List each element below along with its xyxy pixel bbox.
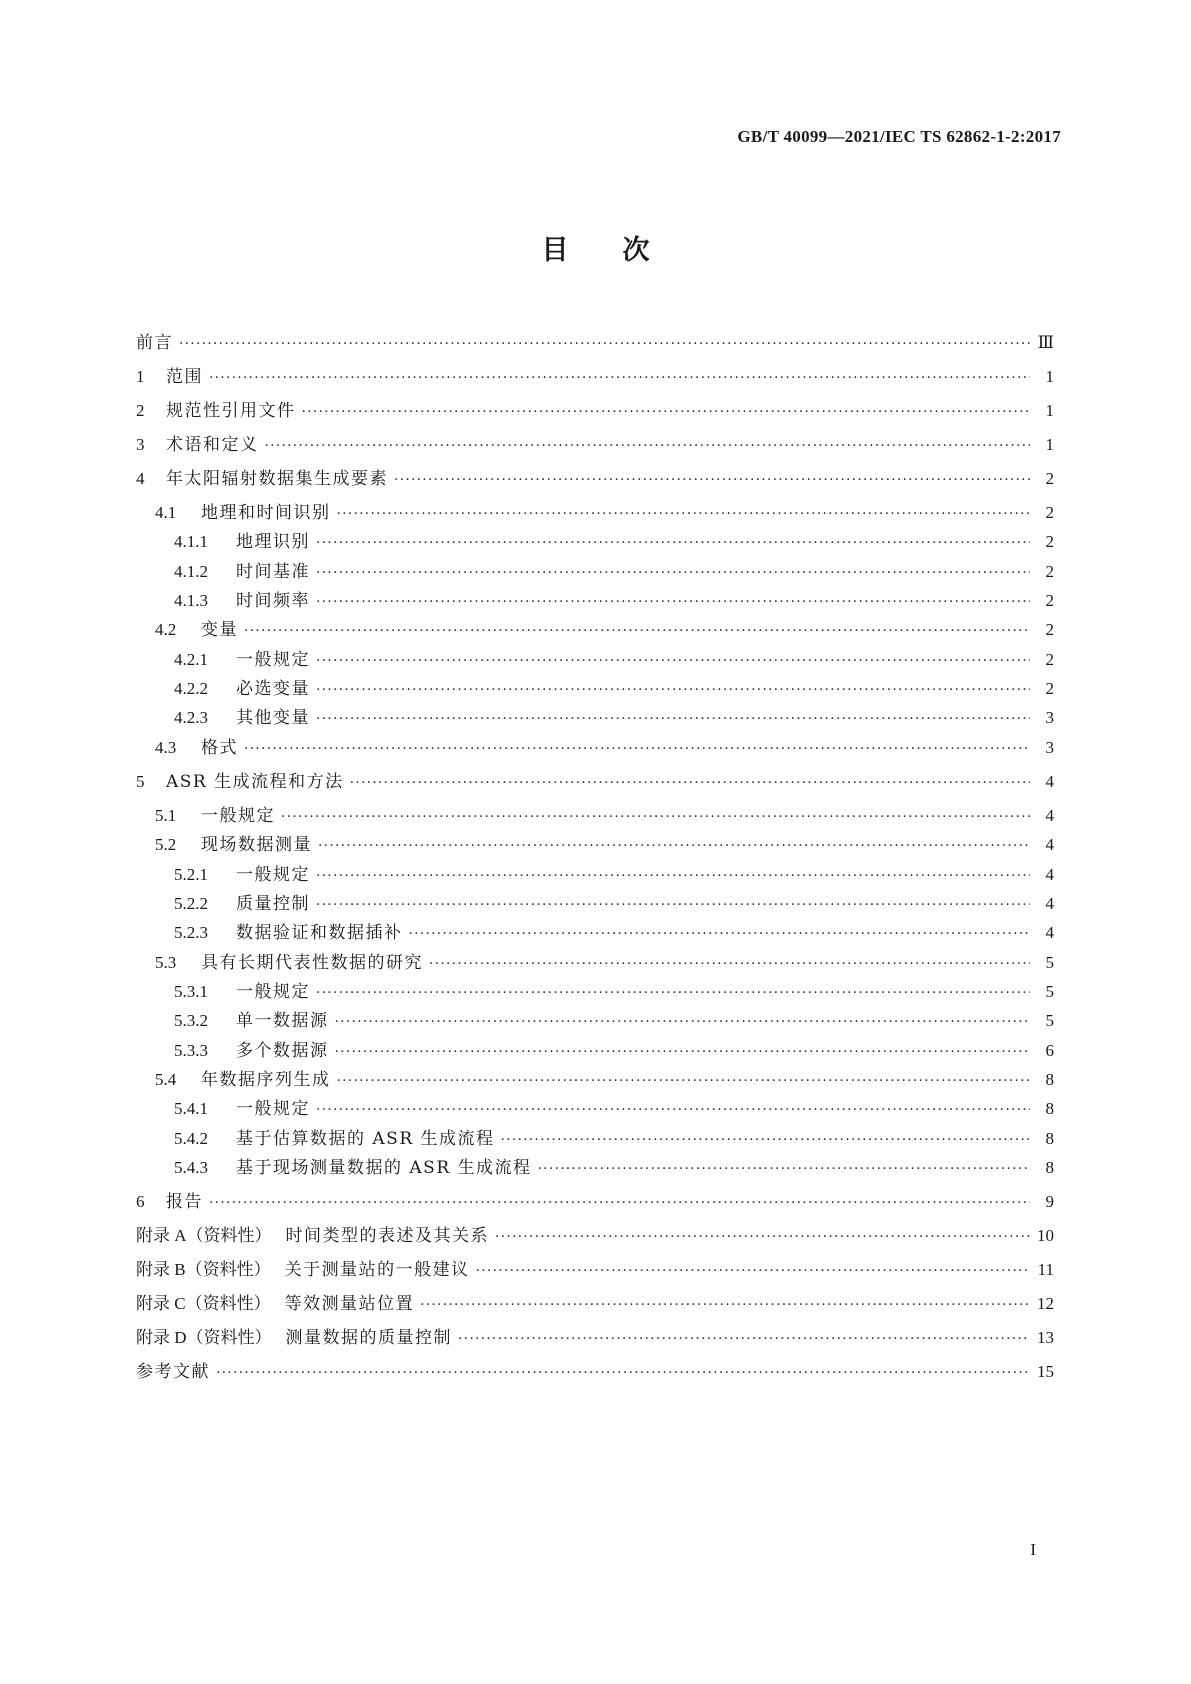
toc-dot-leader [476, 1258, 1030, 1284]
toc-entry-page: 13 [1037, 1328, 1054, 1347]
toc-entry-number: 5.4.2 [174, 1129, 208, 1148]
toc-entry-title: 年太阳辐射数据集生成要素 [166, 469, 388, 489]
toc-dot-leader [302, 399, 1031, 425]
toc-entry-page: 4 [1045, 923, 1054, 942]
toc-entry-number: 5.4 [155, 1070, 177, 1089]
toc-entry-page: 3 [1045, 738, 1054, 757]
toc-entry-page: 12 [1037, 1294, 1054, 1313]
toc-entry[interactable] [136, 705, 1054, 731]
toc-entry-page: 8 [1045, 1070, 1054, 1089]
toc-entry-number: 1 [136, 367, 145, 386]
toc-dot-leader [316, 589, 1030, 615]
toc-entry[interactable] [136, 920, 1054, 946]
toc-entry[interactable] [136, 364, 1054, 390]
toc-entry[interactable] [136, 1067, 1054, 1093]
toc-entry-number: 4.1 [155, 503, 177, 522]
toc-entry-page: 4 [1045, 772, 1054, 791]
toc-entry[interactable] [136, 891, 1054, 917]
toc-entry-number: 4.1.2 [174, 562, 208, 581]
toc-entry-number: 4.2.3 [174, 708, 208, 727]
toc-dot-leader [244, 618, 1030, 644]
toc-dot-leader [394, 467, 1030, 493]
toc-entry-page: 2 [1045, 620, 1054, 639]
toc-dot-leader [337, 1068, 1031, 1094]
toc-entry-page: 1 [1045, 401, 1054, 420]
toc-entry-number: 4.3 [155, 738, 177, 757]
toc-entry-number: 5.4.1 [174, 1099, 208, 1118]
toc-entry-number: 5.3 [155, 953, 177, 972]
toc-entry-title: 一般规定 [236, 982, 310, 1002]
toc-dot-leader [429, 951, 1030, 977]
toc-dot-leader [216, 1360, 1030, 1386]
toc-entry-number: 5.2.2 [174, 894, 208, 913]
toc-entry-title: 一般规定 [236, 650, 310, 670]
toc-entry[interactable] [136, 1038, 1054, 1064]
toc-entry-page: 5 [1045, 982, 1054, 1001]
toc-entry-title: 必选变量 [236, 679, 310, 699]
toc-entry-page: 2 [1045, 503, 1054, 522]
toc-entry-title: 测量数据的质量控制 [285, 1328, 453, 1348]
toc-dot-leader [420, 1292, 1030, 1318]
toc-entry-title: 格式 [201, 738, 238, 758]
toc-dot-leader [335, 1009, 1031, 1035]
toc-entry-title: 年数据序列生成 [201, 1070, 331, 1090]
toc-dot-leader [316, 706, 1030, 732]
toc-entry-title: 基于估算数据的 ASR 生成流程 [236, 1129, 495, 1149]
toc-dot-leader [209, 365, 1030, 391]
toc-entry[interactable] [136, 617, 1054, 643]
toc-entry-page: 2 [1045, 562, 1054, 581]
toc-entry-title: 规范性引用文件 [166, 401, 296, 421]
toc-entry-number: 4.2 [155, 620, 177, 639]
page-title: 目次 [541, 235, 704, 266]
toc-entry-title: 一般规定 [201, 806, 275, 826]
toc-entry-page: 4 [1045, 806, 1054, 825]
toc-dot-leader [209, 1190, 1030, 1216]
toc-entry-title: 地理和时间识别 [201, 503, 331, 523]
toc-entry-number: 4.2.2 [174, 679, 208, 698]
toc-entry-number: 附录 A（资料性） [136, 1226, 272, 1245]
toc-entry-number: 4.1.3 [174, 591, 208, 610]
toc-entry-number: 附录 D（资料性） [136, 1328, 272, 1347]
toc-entry-page: 2 [1045, 591, 1054, 610]
toc-entry[interactable] [136, 1223, 1054, 1249]
toc-entry-page: 5 [1045, 953, 1054, 972]
toc-dot-leader [337, 501, 1031, 527]
toc-entry[interactable] [136, 647, 1054, 673]
toc-entry[interactable] [136, 588, 1054, 614]
toc-entry-title: 等效测量站位置 [284, 1294, 415, 1314]
toc-entry[interactable] [136, 466, 1054, 492]
toc-entry-title: 多个数据源 [236, 1041, 329, 1061]
toc-entry-title: 范围 [166, 367, 203, 387]
toc-dot-leader [316, 980, 1030, 1006]
toc-dot-leader [495, 1224, 1030, 1250]
toc-entry-page: 5 [1045, 1011, 1054, 1030]
toc-entry[interactable] [136, 559, 1054, 585]
toc-entry-page: 9 [1045, 1192, 1054, 1211]
toc-entry-number: 4.1.1 [174, 532, 208, 551]
toc-entry-title: 前言 [136, 333, 173, 353]
toc-entry-number: 6 [136, 1192, 145, 1211]
toc-entry-page: 2 [1045, 650, 1054, 669]
toc-entry[interactable] [136, 1155, 1054, 1181]
toc-dot-leader [335, 1039, 1031, 1065]
toc-dot-leader [318, 833, 1030, 859]
toc-entry-number: 5.1 [155, 806, 177, 825]
toc-dot-leader [244, 736, 1030, 762]
toc-entry[interactable] [136, 1291, 1054, 1317]
toc-entry-title: 一般规定 [236, 1099, 310, 1119]
toc-entry-page: 4 [1045, 894, 1054, 913]
toc-entry-page: 2 [1045, 532, 1054, 551]
toc-entry-title: 参考文献 [136, 1362, 210, 1382]
toc-entry-page: 2 [1045, 679, 1054, 698]
toc-entry[interactable] [136, 832, 1054, 858]
toc-entry-page: 4 [1045, 835, 1054, 854]
toc-entry[interactable] [136, 1096, 1054, 1122]
toc-entry-number: 5.2 [155, 835, 177, 854]
toc-entry-number: 附录 B（资料性） [136, 1260, 271, 1279]
toc-entry-number: 5.3.1 [174, 982, 208, 1001]
toc-entry-title: 报告 [166, 1192, 203, 1212]
toc-entry-number: 5 [136, 772, 145, 791]
toc-entry-page: Ⅲ [1037, 333, 1054, 352]
toc-dot-leader [316, 648, 1030, 674]
toc-entry[interactable] [136, 1359, 1054, 1385]
toc-entry-page: 2 [1045, 469, 1054, 488]
toc-entry[interactable] [136, 432, 1054, 458]
toc-entry-page: 15 [1037, 1362, 1054, 1381]
toc-dot-leader [350, 770, 1030, 796]
toc-dot-leader [316, 560, 1030, 586]
toc-entry-title: 地理识别 [236, 532, 310, 552]
toc-entry-page: 1 [1045, 367, 1054, 386]
toc-entry-page: 6 [1045, 1041, 1054, 1060]
toc-entry[interactable] [136, 1257, 1054, 1283]
toc-entry[interactable] [136, 950, 1054, 976]
toc-dot-leader [316, 677, 1030, 703]
toc-entry[interactable] [136, 676, 1054, 702]
toc-entry[interactable] [136, 979, 1054, 1005]
toc-dot-leader [316, 863, 1030, 889]
toc-entry-title: 具有长期代表性数据的研究 [201, 953, 423, 973]
toc-dot-leader [179, 331, 1030, 357]
toc-entry[interactable] [136, 500, 1054, 526]
toc-entry-number: 2 [136, 401, 145, 420]
toc-entry-title: 时间频率 [236, 591, 310, 611]
toc-dot-leader [458, 1326, 1030, 1352]
toc-dot-leader [316, 1097, 1030, 1123]
toc-entry[interactable] [136, 1325, 1054, 1351]
toc-entry-title: 其他变量 [236, 708, 310, 728]
toc-entry-page: 10 [1037, 1226, 1054, 1245]
toc-entry[interactable] [136, 735, 1054, 761]
page-number: I [1030, 1540, 1036, 1559]
toc-entry-number: 4.2.1 [174, 650, 208, 669]
toc-dot-leader [316, 892, 1030, 918]
toc-entry-title: 术语和定义 [166, 435, 259, 455]
toc-entry-number: 5.3.3 [174, 1041, 208, 1060]
toc-entry[interactable] [136, 1008, 1054, 1034]
toc-entry[interactable] [136, 1126, 1054, 1152]
toc-entry-title: 一般规定 [236, 865, 310, 885]
toc-entry-title: 关于测量站的一般建议 [284, 1260, 470, 1280]
toc-entry-number: 5.3.2 [174, 1011, 208, 1030]
toc-entry-page: 11 [1037, 1260, 1054, 1279]
toc-entry[interactable] [136, 803, 1054, 829]
toc-entry-title: 时间基准 [236, 562, 310, 582]
toc-entry[interactable] [136, 398, 1054, 424]
toc-entry[interactable] [136, 862, 1054, 888]
toc-entry-page: 3 [1045, 708, 1054, 727]
standard-header: GB/T 40099—2021/IEC TS 62862-1-2:2017 [737, 127, 1061, 146]
toc-dot-leader [538, 1156, 1030, 1182]
toc-entry-title: 现场数据测量 [201, 835, 312, 855]
toc-entry[interactable] [136, 529, 1054, 555]
toc-dot-leader [281, 804, 1030, 830]
toc-entry-title: 质量控制 [236, 894, 310, 914]
toc-entry-title: 基于现场测量数据的 ASR 生成流程 [236, 1158, 532, 1178]
toc-dot-leader [501, 1127, 1030, 1153]
toc-entry-number: 5.2.3 [174, 923, 208, 942]
toc-entry-title: ASR 生成流程和方法 [166, 772, 344, 792]
toc-entry-page: 8 [1045, 1129, 1054, 1148]
toc-entry-page: 1 [1045, 435, 1054, 454]
toc-entry-title: 数据验证和数据插补 [236, 923, 403, 943]
toc-entry-title: 单一数据源 [236, 1011, 329, 1031]
toc-entry-title: 变量 [201, 620, 238, 640]
toc-dot-leader [316, 530, 1030, 556]
toc-entry-number: 5.4.3 [174, 1158, 208, 1177]
toc-entry-number: 5.2.1 [174, 865, 208, 884]
toc-dot-leader [409, 921, 1031, 947]
toc-entry-page: 8 [1045, 1158, 1054, 1177]
toc-entry-number: 附录 C（资料性） [136, 1294, 271, 1313]
toc-entry-page: 8 [1045, 1099, 1054, 1118]
toc-entry-number: 4 [136, 469, 145, 488]
toc-entry-number: 3 [136, 435, 145, 454]
toc-entry[interactable] [136, 330, 1054, 356]
toc-dot-leader [265, 433, 1031, 459]
toc-entry[interactable] [136, 769, 1054, 795]
toc-entry[interactable] [136, 1189, 1054, 1215]
toc-entry-title: 时间类型的表述及其关系 [285, 1226, 490, 1246]
toc-entry-page: 4 [1045, 865, 1054, 884]
